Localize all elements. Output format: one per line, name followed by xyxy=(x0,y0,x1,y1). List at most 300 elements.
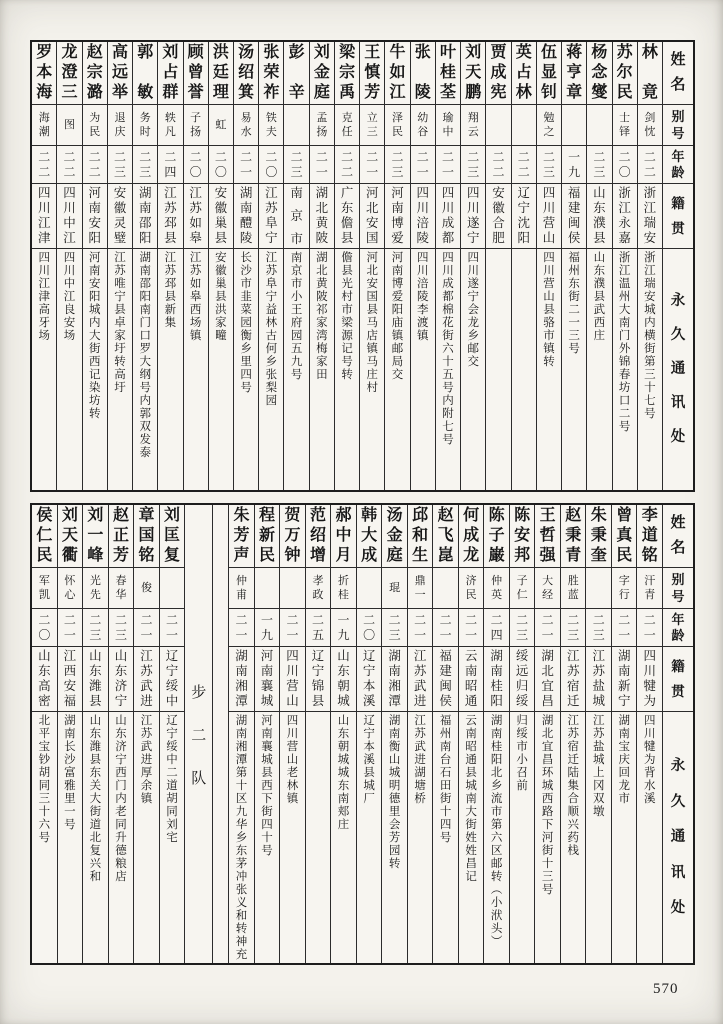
age-cell xyxy=(357,609,382,647)
char-glyph: 山 xyxy=(388,754,401,766)
char-glyph: 陂 xyxy=(316,291,328,303)
char-glyph: 绥 xyxy=(515,649,529,663)
char-glyph: 讯 xyxy=(670,864,686,881)
char-glyph: 江 xyxy=(567,715,579,727)
char-glyph: 二 xyxy=(235,613,248,627)
char-glyph: 川 xyxy=(643,664,656,679)
char-glyph: 讯 xyxy=(670,395,686,412)
char-glyph: 德 xyxy=(388,793,401,805)
origin-cell xyxy=(484,647,509,712)
char-glyph: 籍 xyxy=(671,196,685,211)
char-glyph: 路 xyxy=(541,806,554,818)
char-glyph: 庄 xyxy=(337,819,350,831)
char-glyph: 道 xyxy=(166,780,178,792)
person-column xyxy=(334,42,359,490)
char-glyph: 卓 xyxy=(114,317,126,329)
alias-cell xyxy=(512,105,536,146)
char-glyph: 二 xyxy=(388,613,401,627)
person-column xyxy=(384,42,409,490)
alias-cell xyxy=(484,568,509,609)
char-glyph: 乡 xyxy=(490,780,503,792)
char-glyph: 河 xyxy=(366,186,379,200)
address-cell xyxy=(229,712,254,963)
alias-cell xyxy=(331,568,356,609)
char-glyph: 二 xyxy=(643,613,656,627)
origin-cell xyxy=(436,184,460,249)
char-glyph: 胡 xyxy=(38,767,51,779)
age-cell xyxy=(108,146,132,184)
char-glyph: 郏 xyxy=(337,806,350,818)
alias-cell xyxy=(459,568,484,609)
char-glyph: 邮 xyxy=(391,343,404,355)
char-glyph: 北 xyxy=(490,767,503,779)
char-glyph: 云 xyxy=(467,125,479,138)
char-glyph: 湘 xyxy=(235,679,248,694)
char-glyph: 犍 xyxy=(643,679,656,694)
alias-cell xyxy=(408,568,433,609)
char-glyph: 二 xyxy=(63,165,76,179)
char-glyph: 县 xyxy=(214,231,228,246)
char-glyph: 九 xyxy=(337,628,350,642)
char-glyph: 召 xyxy=(516,767,528,779)
person-column xyxy=(56,42,81,490)
char-glyph: 二 xyxy=(492,150,505,164)
char-glyph: 青 xyxy=(644,588,656,601)
char-glyph: 江 xyxy=(389,84,406,101)
char-glyph: 大 xyxy=(465,806,477,818)
char-glyph: 二 xyxy=(363,613,376,627)
header-alias-cell xyxy=(663,105,693,146)
char-glyph: 三 xyxy=(567,628,580,642)
age-cell xyxy=(184,146,208,184)
char-glyph: 英 xyxy=(491,588,503,601)
char-glyph: 川 xyxy=(38,201,51,216)
char-glyph: 罗 xyxy=(36,44,53,61)
char-glyph: 记 xyxy=(341,343,353,355)
char-glyph: 城 xyxy=(644,304,656,316)
char-glyph: 二 xyxy=(38,150,51,164)
char-glyph: 二 xyxy=(391,150,404,164)
char-glyph: 尔 xyxy=(616,64,633,81)
char-glyph: 二 xyxy=(592,613,605,627)
person-column xyxy=(410,42,435,490)
char-glyph: 贾 xyxy=(490,44,507,61)
char-glyph: 小 xyxy=(290,291,303,303)
char-glyph: 双 xyxy=(139,421,151,433)
char-glyph: 二 xyxy=(366,150,379,164)
char-glyph: 潍 xyxy=(89,679,102,694)
char-glyph: 四 xyxy=(240,369,252,381)
char-glyph: 山 xyxy=(337,649,350,663)
char-glyph: 马 xyxy=(366,356,379,368)
char-glyph: 城 xyxy=(261,754,273,766)
char-glyph: 下 xyxy=(261,793,273,805)
origin-cell xyxy=(535,647,560,712)
char-glyph: 苏 xyxy=(592,728,605,740)
address-cell xyxy=(586,712,611,963)
char-glyph: 宁 xyxy=(265,231,278,246)
char-glyph: 台 xyxy=(439,754,452,766)
char-glyph: 大 xyxy=(89,793,102,805)
address-cell xyxy=(486,249,510,490)
char-glyph: 新 xyxy=(164,304,177,316)
char-glyph: 绥 xyxy=(165,679,179,694)
alias-cell xyxy=(209,105,233,146)
char-glyph: 号 xyxy=(290,369,303,381)
char-glyph: 二 xyxy=(467,150,480,164)
char-glyph: 山 xyxy=(593,186,606,200)
char-glyph: 三 xyxy=(38,793,51,805)
char-glyph: 三 xyxy=(113,165,126,179)
name-cell xyxy=(133,42,157,105)
char-glyph: 铭 xyxy=(138,547,155,564)
alias-cell xyxy=(32,105,56,146)
char-glyph: 南 xyxy=(464,664,478,679)
char-glyph: 镇 xyxy=(366,343,379,355)
char-glyph: 赵 xyxy=(565,507,582,524)
char-glyph: 源 xyxy=(341,330,353,342)
char-glyph: 山 xyxy=(593,252,606,264)
char-glyph: 一 xyxy=(286,628,299,642)
char-glyph: 转 xyxy=(235,923,248,935)
origin-cell xyxy=(637,647,662,712)
char-glyph: 湖 xyxy=(618,715,630,727)
char-glyph: 马 xyxy=(366,317,379,329)
char-glyph: 蒋 xyxy=(566,44,583,61)
char-glyph: 陆 xyxy=(567,767,579,779)
char-glyph: 庄 xyxy=(366,369,379,381)
char-glyph: 乡 xyxy=(265,356,278,368)
char-glyph: 巢 xyxy=(214,216,228,231)
origin-cell xyxy=(32,647,57,712)
char-glyph: 田 xyxy=(439,780,452,792)
char-glyph: 转 xyxy=(388,858,401,870)
char-glyph: 二 xyxy=(140,613,153,627)
char-glyph: 苏 xyxy=(592,664,605,679)
char-glyph: 荃 xyxy=(440,84,457,101)
name-cell xyxy=(57,42,81,105)
char-glyph: 亨 xyxy=(566,64,583,81)
alias-cell xyxy=(587,105,611,146)
char-glyph: 祚 xyxy=(263,84,280,101)
char-glyph: 秉 xyxy=(565,527,582,544)
char-glyph: 苏 xyxy=(566,664,580,679)
char-glyph: 二 xyxy=(516,613,529,627)
char-glyph: 二 xyxy=(618,150,631,164)
char-glyph: ︵ xyxy=(490,884,503,896)
char-glyph: 墩 xyxy=(592,806,605,818)
char-glyph: 南 xyxy=(490,728,503,740)
char-glyph: 举 xyxy=(111,84,128,101)
char-glyph: 中 xyxy=(442,125,454,138)
char-glyph: 衡 xyxy=(240,330,252,342)
char-glyph: 刘 xyxy=(61,507,78,524)
char-glyph: 庆 xyxy=(114,125,126,138)
char-glyph: 一 xyxy=(442,165,455,179)
char-glyph: 为 xyxy=(643,694,656,709)
char-glyph: 州 xyxy=(618,291,631,303)
char-glyph: 祁 xyxy=(316,304,328,316)
address-cell xyxy=(160,712,185,963)
name-cell xyxy=(411,42,435,105)
address-cell xyxy=(562,249,586,490)
char-glyph: 牙 xyxy=(38,317,50,329)
address-cell xyxy=(259,249,283,490)
char-glyph: 进 xyxy=(414,754,426,766)
alias-cell xyxy=(510,568,535,609)
char-glyph: 潭 xyxy=(235,694,248,709)
char-glyph: 队 xyxy=(191,770,207,787)
char-glyph: 南 xyxy=(439,741,452,753)
char-glyph: 任 xyxy=(341,125,353,138)
age-cell xyxy=(229,609,254,647)
char-glyph: 醴 xyxy=(239,216,253,231)
alias-cell xyxy=(385,105,409,146)
char-glyph: 宜 xyxy=(541,679,554,694)
char-glyph: 南 xyxy=(465,793,477,805)
char-glyph: 黄 xyxy=(316,278,328,290)
char-glyph: 增 xyxy=(310,547,327,564)
char-glyph: ︶ xyxy=(490,936,503,948)
char-glyph: 湖 xyxy=(617,649,631,663)
char-glyph: 益 xyxy=(265,304,278,316)
char-glyph: 张 xyxy=(414,44,431,61)
char-glyph: 仲 xyxy=(491,574,503,587)
char-glyph: 西 xyxy=(189,304,202,316)
address-cell xyxy=(133,249,157,490)
char-glyph: 湘 xyxy=(235,741,248,753)
char-glyph: 菜 xyxy=(240,304,252,316)
age-cell xyxy=(83,146,107,184)
address-cell xyxy=(411,249,435,490)
char-glyph: 转 xyxy=(490,871,503,883)
char-glyph: 十 xyxy=(442,356,454,368)
char-glyph: 号 xyxy=(341,356,353,368)
char-glyph: 徽 xyxy=(215,265,227,277)
age-cell xyxy=(280,609,305,647)
char-glyph: 成 xyxy=(490,64,507,81)
age-cell xyxy=(537,146,561,184)
char-glyph: 二 xyxy=(290,150,303,164)
char-glyph: 棉 xyxy=(442,304,454,316)
char-glyph: 一 xyxy=(261,613,274,627)
char-glyph: 胡 xyxy=(166,793,178,805)
char-glyph: 苏 xyxy=(140,664,153,679)
char-glyph: 李 xyxy=(641,507,658,524)
address-cell xyxy=(537,249,561,490)
char-glyph: 京 xyxy=(290,265,303,277)
char-glyph: 钊 xyxy=(540,84,557,101)
char-glyph: 三 xyxy=(593,165,606,179)
char-glyph: 城 xyxy=(337,694,350,709)
char-glyph: 凯 xyxy=(38,588,50,601)
name-cell xyxy=(562,42,586,105)
char-glyph: 津 xyxy=(38,291,50,303)
char-glyph: 归 xyxy=(515,679,529,694)
char-glyph: 宁 xyxy=(265,291,278,303)
char-glyph: 长 xyxy=(240,252,252,264)
char-glyph: 湖 xyxy=(414,767,426,779)
char-glyph: 宗 xyxy=(339,64,356,81)
char-glyph: 天 xyxy=(61,527,78,544)
char-glyph: 场 xyxy=(38,330,50,342)
age-cell xyxy=(385,146,409,184)
char-glyph: 折 xyxy=(338,574,350,587)
char-glyph: 南 xyxy=(617,664,631,679)
char-glyph: 牛 xyxy=(389,44,406,61)
char-glyph: 占 xyxy=(515,64,532,81)
name-cell xyxy=(357,505,382,568)
char-glyph: 子 xyxy=(488,527,505,544)
char-glyph: 南 xyxy=(261,728,273,740)
char-glyph: 昌 xyxy=(465,858,477,870)
char-glyph: 朝 xyxy=(337,741,350,753)
char-glyph: 县 xyxy=(593,291,606,303)
person-column xyxy=(107,42,132,490)
person-column xyxy=(407,505,433,963)
char-glyph: 苏 xyxy=(189,201,202,216)
char-glyph: 永 xyxy=(670,293,686,310)
char-glyph: 汤 xyxy=(386,507,403,524)
char-glyph: 武 xyxy=(140,741,153,753)
char-glyph: 邳 xyxy=(164,278,177,290)
age-cell xyxy=(484,609,509,647)
age-cell xyxy=(32,146,56,184)
char-glyph: 经 xyxy=(542,588,554,601)
char-glyph: 湖 xyxy=(388,649,401,663)
char-glyph: 北 xyxy=(316,265,328,277)
char-glyph: 二 xyxy=(341,150,354,164)
person-column xyxy=(611,505,637,963)
char-glyph: 为 xyxy=(643,754,656,766)
char-glyph: 苏 xyxy=(413,664,427,679)
header-age-cell xyxy=(663,609,693,647)
char-glyph: 盐 xyxy=(592,679,605,694)
char-glyph: 云 xyxy=(465,715,477,727)
char-glyph: 竟 xyxy=(641,84,658,101)
char-glyph: 步 xyxy=(191,684,207,701)
char-glyph: 和 xyxy=(412,527,429,544)
char-glyph: 二 xyxy=(63,150,76,164)
char-glyph: 翔 xyxy=(467,111,479,124)
char-glyph: 潭 xyxy=(388,694,401,709)
char-glyph: 林 xyxy=(286,780,299,792)
char-glyph: 东 xyxy=(89,767,102,779)
char-glyph: 钟 xyxy=(284,547,301,564)
char-glyph: 四 xyxy=(286,715,299,727)
name-cell xyxy=(259,42,283,105)
char-glyph: 二 xyxy=(618,408,631,420)
char-glyph: 民 xyxy=(36,547,53,564)
char-glyph: 俊 xyxy=(140,581,152,594)
name-cell xyxy=(561,505,586,568)
char-glyph: 广 xyxy=(340,186,354,200)
char-glyph: 龙 xyxy=(61,44,78,61)
age-cell xyxy=(612,609,637,647)
char-glyph: 城 xyxy=(388,767,401,779)
origin-cell xyxy=(234,184,258,249)
char-glyph: 二 xyxy=(439,613,452,627)
char-glyph: 林 xyxy=(641,44,658,61)
char-glyph: 时 xyxy=(139,125,151,138)
char-glyph: 六 xyxy=(490,832,503,844)
char-glyph: 如 xyxy=(189,278,202,290)
char-glyph: 东 xyxy=(568,278,580,290)
char-glyph: 江 xyxy=(592,715,605,727)
char-glyph: 号 xyxy=(671,588,685,604)
char-glyph: 邵 xyxy=(139,278,151,290)
char-glyph: 川 xyxy=(63,201,76,216)
char-glyph: 十 xyxy=(541,858,554,870)
char-glyph: 塘 xyxy=(414,780,426,792)
header-age-cell xyxy=(663,146,693,184)
char-glyph: 桥 xyxy=(414,793,426,805)
char-glyph: 河 xyxy=(88,186,101,200)
name-cell xyxy=(280,505,305,568)
char-glyph: 怀 xyxy=(64,574,76,587)
origin-cell xyxy=(561,647,586,712)
alias-cell xyxy=(83,568,108,609)
alias-cell xyxy=(58,568,83,609)
address-cell xyxy=(561,712,586,963)
char-glyph: 湖 xyxy=(316,252,328,264)
name-cell xyxy=(537,42,561,105)
char-glyph: 绥 xyxy=(516,728,528,740)
address-cell xyxy=(512,249,536,490)
char-glyph: 关 xyxy=(89,780,102,792)
char-glyph: 涪 xyxy=(416,216,430,231)
char-glyph: 门 xyxy=(618,330,631,342)
page-number: 570 xyxy=(653,981,679,997)
person-column xyxy=(108,505,134,963)
char-glyph: 姓 xyxy=(670,52,686,69)
char-glyph: 德 xyxy=(115,845,127,857)
name-cell xyxy=(32,505,57,568)
char-glyph: 年 xyxy=(671,149,685,165)
origin-cell xyxy=(108,184,132,249)
age-cell xyxy=(331,609,356,647)
char-glyph: 闽 xyxy=(567,216,581,231)
char-glyph: 四 xyxy=(38,252,50,264)
char-glyph: 三 xyxy=(644,369,656,381)
char-glyph: 唯 xyxy=(114,278,126,290)
char-glyph: 二 xyxy=(492,165,505,179)
char-glyph: 刘 xyxy=(166,819,178,831)
address-cell xyxy=(58,712,83,963)
char-glyph: 二 xyxy=(416,150,429,164)
char-glyph: 渡 xyxy=(417,317,429,329)
alias-cell xyxy=(133,105,157,146)
char-glyph: 名 xyxy=(670,76,686,93)
char-glyph: 坊 xyxy=(88,395,101,407)
char-glyph: 朝 xyxy=(337,679,350,694)
char-glyph: 九 xyxy=(261,628,274,642)
char-glyph: 九 xyxy=(290,356,303,368)
address-cell xyxy=(360,249,384,490)
char-glyph: 东 xyxy=(89,664,102,679)
address-cell xyxy=(637,712,662,963)
char-glyph: 一 xyxy=(439,628,452,642)
char-glyph: 鹏 xyxy=(465,84,482,101)
char-glyph: 家 xyxy=(114,330,126,342)
char-glyph: 十 xyxy=(644,382,656,394)
char-glyph: 彭 xyxy=(288,44,305,61)
char-glyph: 誉 xyxy=(187,84,204,101)
char-glyph: 中 xyxy=(63,278,76,290)
char-glyph: 南 xyxy=(391,201,404,216)
char-glyph: 华 xyxy=(115,588,127,601)
char-glyph: 同 xyxy=(38,780,51,792)
